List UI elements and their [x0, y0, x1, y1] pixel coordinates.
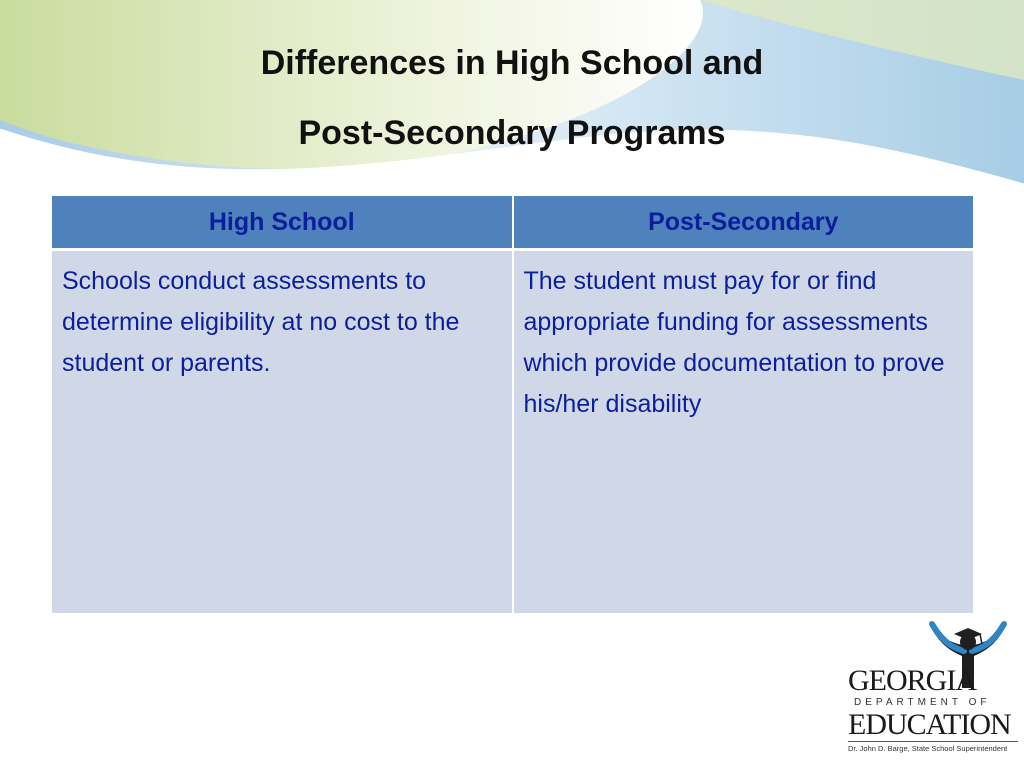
georgia-doe-logo: [848, 618, 1018, 758]
header-post-secondary: Post-Secondary: [513, 196, 974, 250]
slide-title-line-2: Post-Secondary Programs: [298, 114, 726, 152]
table-row: [52, 250, 973, 614]
comparison-table: [52, 196, 973, 613]
header-high-school: High School: [52, 196, 513, 250]
cell-high-school: Schools conduct assessments to determine eligibility at no cost to the student or parents.: [52, 250, 513, 614]
cell-post-secondary: The student must pay for or find appropriate funding for assessments which provide documentation to prove his/her disability: [513, 250, 974, 614]
logo-georgia: GEORGIA: [848, 664, 976, 697]
logo-superintendent: Dr. John D. Barge, State School Superintendent: [848, 741, 1018, 755]
slide-title: [0, 28, 1024, 168]
logo-department-of: DEPARTMENT OF: [854, 697, 991, 708]
slide-title-line-1: Differences in High School and: [260, 44, 764, 82]
logo-education: EDUCATION: [848, 708, 1011, 741]
logo-text: [848, 666, 1018, 755]
table-header-row: [52, 196, 973, 250]
